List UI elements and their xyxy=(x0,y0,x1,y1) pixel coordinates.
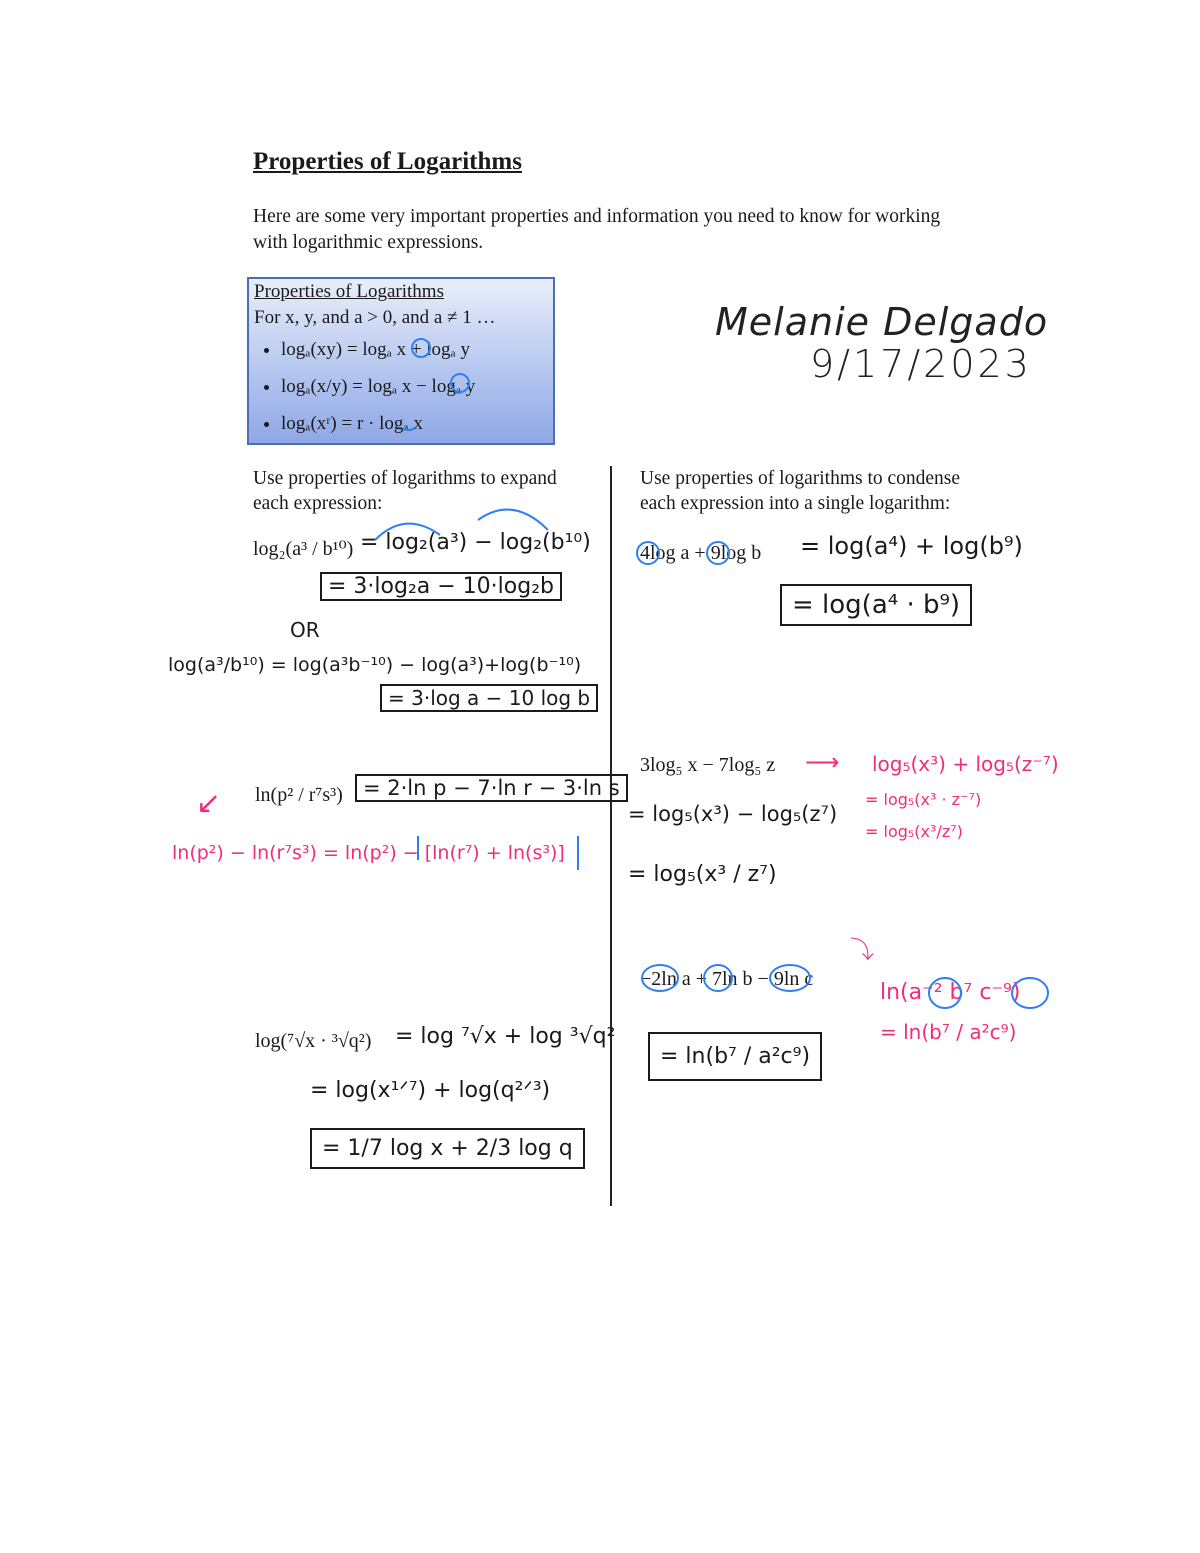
condense-problem-3-pink-step-2: = ln(b⁷ / a²c⁹) xyxy=(880,1020,1017,1044)
property-product-rule: • logₐ(xy) = logₐ x + logₐ y xyxy=(281,331,475,368)
or-label: OR xyxy=(290,618,320,642)
student-name: Melanie Delgado xyxy=(715,300,1049,344)
blue-circle-neg9 xyxy=(770,965,810,991)
condense-problem-2-answer: = log₅(x³ / z⁷) xyxy=(628,862,777,887)
pink-arrow-icon: ↙ xyxy=(196,786,222,821)
expand-problem-2-prompt: ln(p² / r⁷s³) xyxy=(255,784,343,806)
properties-box-heading: Properties of Logarithms xyxy=(254,281,444,302)
properties-condition: For x, y, and a > 0, and a ≠ 1 … xyxy=(254,307,496,328)
blue-circle-a xyxy=(929,978,961,1008)
blue-circle-9 xyxy=(707,542,729,564)
condense-problem-3-prompt: −2ln a + 7ln b − 9ln c xyxy=(640,968,814,990)
blue-arc xyxy=(375,524,440,540)
pink-curved-arrow-icon: ⤵ xyxy=(850,936,874,964)
blue-circle-neg2 xyxy=(642,965,678,991)
blue-arc xyxy=(478,510,548,530)
answer-box: = 3·log a − 10 log b xyxy=(380,684,598,712)
blue-circle-minus xyxy=(451,374,469,392)
expand-problem-3-step-2: = log(x¹ᐟ⁷) + log(q²ᐟ³) xyxy=(310,1078,551,1103)
blue-circle-4 xyxy=(637,542,659,564)
expand-problem-1-alt-step: log(a³/b¹⁰) = log(a³b⁻¹⁰) − log(a³)+log(b⁻¹⁰) xyxy=(168,654,582,676)
condense-problem-2-pink-step-1: log₅(x³) + log₅(z⁻⁷) xyxy=(872,752,1059,776)
expand-problem-1-prompt: log₂(a³ / b¹⁰) xyxy=(253,538,354,560)
blue-underline xyxy=(403,428,415,430)
page-title: Properties of Logarithms xyxy=(253,148,522,175)
condense-problem-2-pink-step-2: = log₅(x³ · z⁻⁷) xyxy=(865,790,982,809)
expand-problem-1-step: = log₂(a³) − log₂(b¹⁰) xyxy=(360,530,591,555)
condense-problem-2-prompt: 3log₅ x − 7log₅ z xyxy=(640,754,776,776)
signature-date: 9/17/2023 xyxy=(810,342,1032,386)
condense-problem-1-step: = log(a⁴) + log(b⁹) xyxy=(800,532,1023,560)
condense-problem-1-prompt: 4log a + 9log b xyxy=(640,542,762,564)
property-power-rule: • logₐ(xʳ) = r · logₐ x xyxy=(281,405,475,442)
answer-box: = log(a⁴ · b⁹) xyxy=(780,584,972,626)
expand-problem-2-pink-work: ln(p²) − ln(r⁷s³) = ln(p²) − [ln(r⁷) + ln(s³)] xyxy=(172,842,565,864)
answer-box: = 3·log₂a − 10·log₂b xyxy=(320,572,562,601)
expand-problem-3-step-1: = log ⁷√x + log ³√q² xyxy=(395,1024,616,1049)
answer-box: = 2·ln p − 7·ln r − 3·ln s xyxy=(355,774,628,802)
condense-problem-3-pink-step-1: ln(a⁻² b⁷ c⁻⁹) xyxy=(880,980,1021,1005)
pink-arrow-icon: ⟶ xyxy=(805,748,840,776)
answer-box: = ln(b⁷ / a²c⁹) xyxy=(648,1032,822,1081)
blue-circle-plus xyxy=(412,339,430,357)
blue-circle-7 xyxy=(704,965,732,991)
expand-problem-3-prompt: log(⁷√x · ³√q²) xyxy=(255,1030,372,1052)
intro-paragraph: Here are some very important properties and information you need to know for working with logarithmic expressions. xyxy=(253,206,941,253)
condense-instruction: Use properties of logarithms to condense each expression into a single logarithm: xyxy=(640,468,961,514)
expand-instruction: Use properties of logarithms to expand each expression: xyxy=(253,468,557,514)
property-quotient-rule: • logₐ(x/y) = logₐ x − logₐ y xyxy=(281,368,475,405)
condense-problem-2-step: = log₅(x³) − log₅(z⁷) xyxy=(628,802,838,826)
answer-box: = 1/7 log x + 2/3 log q xyxy=(310,1128,585,1169)
condense-problem-2-pink-step-3: = log₅(x³/z⁷) xyxy=(865,822,963,841)
blue-circle-c xyxy=(1012,978,1048,1008)
